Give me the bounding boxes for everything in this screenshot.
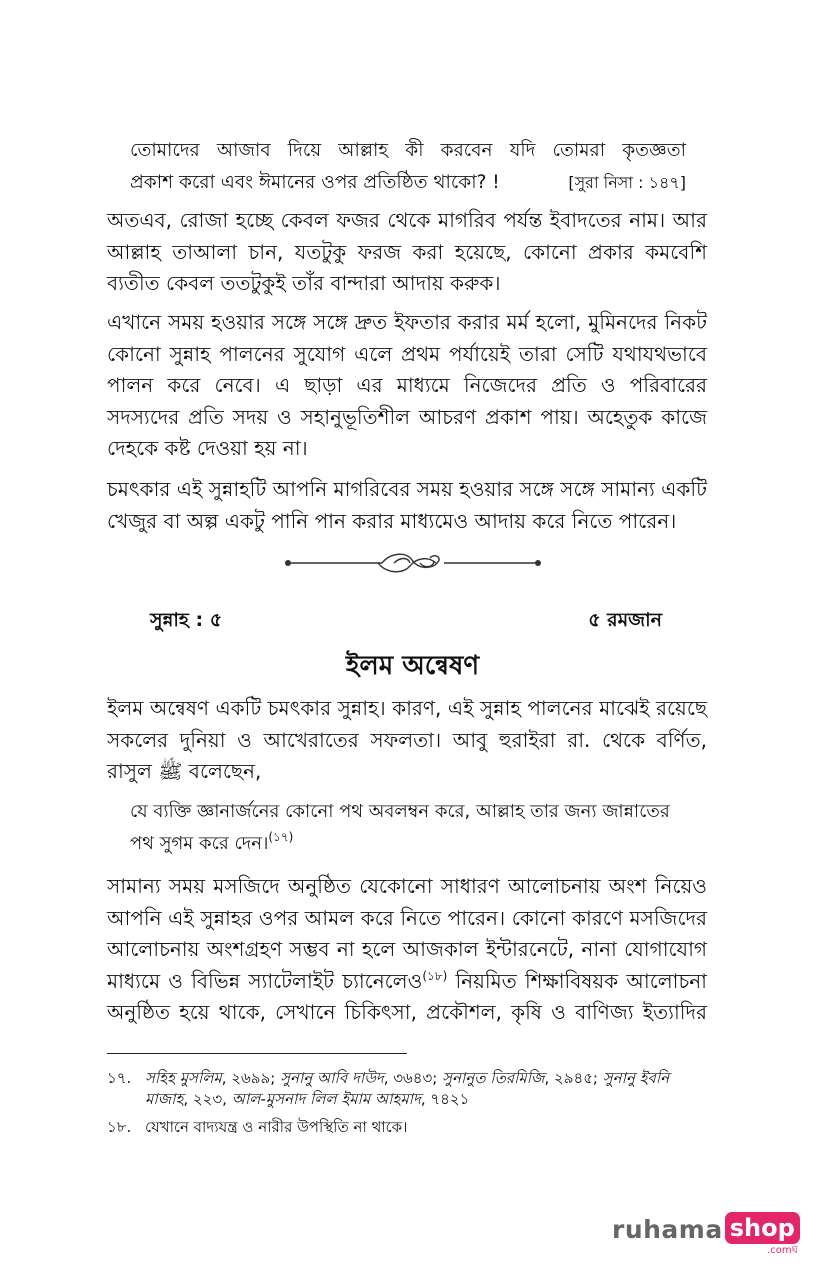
footnote-source-title: আল-মুসনাদ লিল ইমাম আহমাদ bbox=[231, 1090, 421, 1108]
hadith-text: যে ব্যক্তি জ্ঞানার্জনের কোনো পথ অবলম্বন করে, আল্লাহ তার জন্য জান্নাতের পথ সুগম করে দেন। bbox=[130, 801, 670, 854]
ornament-divider-icon bbox=[282, 548, 544, 578]
logo-dotcom-text: .comঘ bbox=[767, 1245, 798, 1256]
footnote-source-detail: , ৩৬৪৩; bbox=[383, 1069, 443, 1087]
footnote-source-title: সুনানু ইবনি মাজাহ bbox=[145, 1069, 670, 1108]
footnote-source-title: সুনানুত তিরমিজি bbox=[442, 1069, 545, 1087]
quote-line-2-row bbox=[130, 167, 686, 199]
paragraph-3-text: চমৎকার এই সুন্নাহটি আপনি মাগরিবের সময় হওয়ার সঙ্গে সঙ্গে সামান্য একটি খেজুর বা অল্প একটু পানি পান করার মাধ্যমেও আদায় করে নিতে পারেন। bbox=[107, 477, 708, 533]
hadith-quote-text bbox=[130, 796, 686, 860]
paragraph-1 bbox=[107, 205, 707, 300]
ruhamashop-logo bbox=[612, 1212, 800, 1256]
footnote-source-detail: যেখানে বাদ্যযন্ত্র ও নারীর উপস্থিতি না থাকে। bbox=[145, 1118, 408, 1136]
sunnah-label: সুন্নাহ : ৫ bbox=[150, 609, 223, 631]
paragraph-5-text bbox=[107, 871, 707, 1029]
paragraph-4-text: ইলম অন্বেষণ একটি চমৎকার সুন্নাহ। কারণ, এই সুন্নাহ পালনের মাঝেই রয়েছে সকলের দুনিয়া ও আখেরাতের সফলতা। আবু হুরাইরা রা. থেকে বর্ণিত, রাসুল ﷺ বলেছেন, bbox=[107, 696, 707, 783]
paragraph-5-main: সামান্য সময় মসজিদে অনুষ্ঠিত যেকোনো সাধারণ আলোচনায় অংশ নিয়েও আপনি এই সুন্নাহর ওপর আমল করে নিতে পারেন। কোনো কারণে মসজিদের আলোচনায় অংশগ্রহণ সম্ভব না হলে আজকাল ইন্টারনেটে, নানা যোগাযোগ মাধ্যমে ও বিভিন্ন স্যাটেলাইট চ্যানেলেও bbox=[107, 874, 707, 993]
logo-shop-text: shop bbox=[729, 1214, 795, 1242]
quote-line-2: প্রকাশ করো এবং ঈমানের ওপর প্রতিষ্ঠিত থাকো? ! bbox=[130, 172, 500, 193]
footnote-18 bbox=[107, 1117, 707, 1138]
quote-reference: [সুরা নিসা : ১৪৭] bbox=[568, 173, 686, 192]
day-label: ৫ রমজান bbox=[588, 609, 662, 631]
paragraph-4 bbox=[107, 693, 707, 788]
paragraph-5 bbox=[107, 871, 707, 1029]
footnote-number: ১৭. bbox=[107, 1069, 132, 1087]
footnote-text bbox=[145, 1068, 705, 1110]
footnote-ref-17: (১৭) bbox=[268, 830, 294, 844]
footnote-number: ১৮. bbox=[107, 1118, 132, 1136]
footnote-17 bbox=[107, 1068, 707, 1110]
hadith-quote bbox=[130, 796, 686, 860]
paragraph-5-tail: নিয়মিত শিক্ষাবিষয়ক আলোচনা অনুষ্ঠিত হয়ে থাকে, সেখানে চিকিৎসা, প্রকৌশল, কৃষি ও বাণিজ্য ইত্যাদির bbox=[107, 968, 707, 1024]
paragraph-2-text: এখানে সময় হওয়ার সঙ্গে সঙ্গে দ্রুত ইফতার করার মর্ম হলো, মুমিনদের নিকট কোনো সুন্নাহ পালনের সুযোগ এলে প্রথম পর্যায়েই তারা সেটি যথাযথভাবে পালন করে নেবে। এ ছাড়া এর মাধ্যমে নিজেদের প্রতি ও পরিবারের সদস্যদের প্রতি সদয় ও সহানুভূতিশীল আচরণ প্রকাশ পায়। অহেতুক কাজে দেহকে কষ্ট দেওয়া হয় না। bbox=[107, 310, 707, 460]
footnote-ref-18: (১৮) bbox=[422, 968, 448, 983]
footnote-source-detail: , ২৬৯৯; bbox=[221, 1069, 281, 1087]
footnote-text bbox=[145, 1117, 705, 1138]
footnote-source-detail: , ২২৩, bbox=[183, 1090, 232, 1108]
footnote-source-detail: , ২৯৪৫; bbox=[544, 1069, 603, 1087]
paragraph-2 bbox=[107, 307, 707, 465]
opening-quote bbox=[130, 135, 686, 199]
section-header bbox=[150, 606, 662, 638]
paragraph-3 bbox=[107, 474, 707, 537]
footnote-rule bbox=[107, 1053, 407, 1054]
footnote-source-title: সুনানু আবি দাউদ bbox=[280, 1069, 384, 1087]
quote-line-1: তোমাদের আজাব দিয়ে আল্লাহ কী করবেন যদি তোমরা কৃতজ্ঞতা bbox=[130, 140, 686, 161]
footnote-source-detail: , ৭৪২১ bbox=[420, 1090, 470, 1108]
footnote-source-title: সহিহ মুসলিম bbox=[145, 1069, 222, 1087]
logo-shop-badge bbox=[725, 1212, 800, 1256]
logo-ruhama-text: ruhama bbox=[612, 1215, 723, 1244]
paragraph-1-text: অতএব, রোজা হচ্ছে কেবল ফজর থেকে মাগরিব পর্যন্ত ইবাদতের নাম। আর আল্লাহ তাআলা চান, যতটুকু ফরজ করা হয়েছে, কোনো প্রকার কমবেশি ব্যতীত কেবল ততটুকুই তাঁর বান্দারা আদায় করুক। bbox=[107, 208, 707, 295]
section-title: ইলম অন্বেষণ bbox=[345, 651, 480, 681]
